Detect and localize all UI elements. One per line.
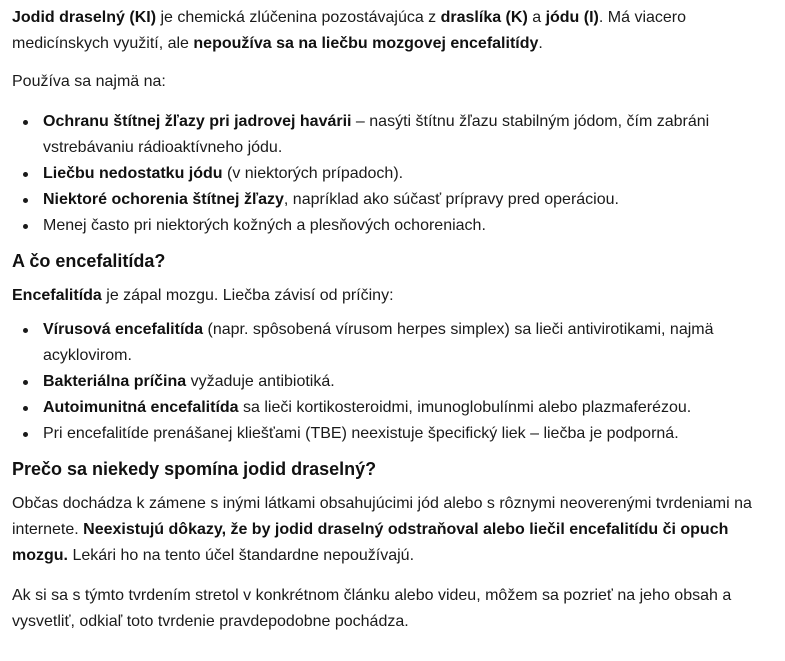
list-item-bold-text: Ochranu štítnej žľazy pri jadrovej havárii xyxy=(43,113,352,130)
list-item-text: Menej často pri niektorých kožných a plesňových ochoreniach. xyxy=(43,217,486,234)
list-item-text: – nasýti štítnu žľazu stabilným jódom, čím zabráni vstrebávaniu rádioaktívneho jódu. xyxy=(43,113,710,156)
encephalitis-intro-bold-text: Encefalitída xyxy=(12,287,102,304)
list-item xyxy=(12,369,761,395)
list-item-text: vyžaduje antibiotiká. xyxy=(186,373,335,390)
intro-paragraph-text: . Má viacero medicínskych využití, ale xyxy=(12,9,687,52)
intro-paragraph-bold-text: jódu (I) xyxy=(545,9,599,26)
list-item xyxy=(12,161,761,187)
intro-paragraph-bold-text: Jodid draselný (KI) xyxy=(12,9,157,26)
why-paragraph-text: Lekári ho na tento účel štandardne nepoužívajú. xyxy=(68,547,415,564)
uses-list xyxy=(12,109,761,239)
list-item-text: (napr. spôsobená vírusom herpes simplex) sa lieči antivirotikami, najmä acyklovirom. xyxy=(43,321,714,364)
list-item-text: sa lieči kortikosteroidmi, imunoglobulínmi alebo plazmaferézou. xyxy=(238,399,692,416)
list-item xyxy=(12,395,761,421)
list-item-text: , napríklad ako súčasť prípravy pred operáciou. xyxy=(283,191,619,208)
list-item xyxy=(12,187,761,213)
chat-message xyxy=(12,5,761,635)
list-item-text: Pri encefalitíde prenášanej kliešťami (TBE) neexistuje špecifický liek – liečba je podporná. xyxy=(43,425,679,442)
list-item-bold-text: Vírusová encefalitída xyxy=(43,321,204,338)
intro-paragraph-text: a xyxy=(527,9,546,26)
bullet-icon xyxy=(23,328,28,333)
bullet-icon xyxy=(23,432,28,437)
closing-paragraph: Ak si sa s týmto tvrdením stretol v konkrétnom článku alebo videu, môžem sa pozrieť na jeho obsah a vysvetliť, odkiaľ toto tvrdenie pravdepodobne pochádza. xyxy=(12,587,732,630)
intro-paragraph-bold-text: draslíka (K) xyxy=(440,9,528,26)
list-item xyxy=(12,213,761,239)
treatments-list xyxy=(12,317,761,447)
bullet-icon xyxy=(23,380,28,385)
intro-paragraph-text: je chemická zlúčenina pozostávajúca z xyxy=(156,9,441,26)
bullet-icon xyxy=(23,224,28,229)
bullet-icon xyxy=(23,120,28,125)
list-item-bold-text: Niektoré ochorenia štítnej žľazy xyxy=(43,191,284,208)
list-item-bold-text: Liečbu nedostatku jódu xyxy=(43,165,223,182)
heading-why: Prečo sa niekedy spomína jodid draselný? xyxy=(12,459,377,479)
list-item xyxy=(12,421,761,447)
uses-intro: Používa sa najmä na: xyxy=(12,73,166,90)
heading-encephalitis: A čo encefalitída? xyxy=(12,251,166,271)
intro-paragraph xyxy=(12,5,761,57)
bullet-icon xyxy=(23,172,28,177)
list-item-bold-text: Bakteriálna príčina xyxy=(43,373,187,390)
list-item xyxy=(12,109,761,161)
bullet-icon xyxy=(23,198,28,203)
why-paragraph xyxy=(12,491,761,569)
why-paragraph-text: Občas dochádza k zámene s inými látkami obsahujúcimi jód alebo s rôznymi neoverenými tvrdeniami na internete. xyxy=(12,495,752,538)
why-paragraph-bold-text: Neexistujú dôkazy, že by jodid draselný odstraňoval alebo liečil encefalitídu či opuch mozgu. xyxy=(12,521,729,564)
encephalitis-intro xyxy=(12,283,761,309)
intro-paragraph-bold-text: nepoužíva sa na liečbu mozgovej encefalitídy xyxy=(193,35,539,52)
encephalitis-intro-text: je zápal mozgu. Liečba závisí od príčiny: xyxy=(101,287,394,304)
list-item-text: (v niektorých prípadoch). xyxy=(222,165,404,182)
bullet-icon xyxy=(23,406,28,411)
list-item xyxy=(12,317,761,369)
intro-paragraph-text: . xyxy=(538,35,543,52)
list-item-bold-text: Autoimunitná encefalitída xyxy=(43,399,239,416)
